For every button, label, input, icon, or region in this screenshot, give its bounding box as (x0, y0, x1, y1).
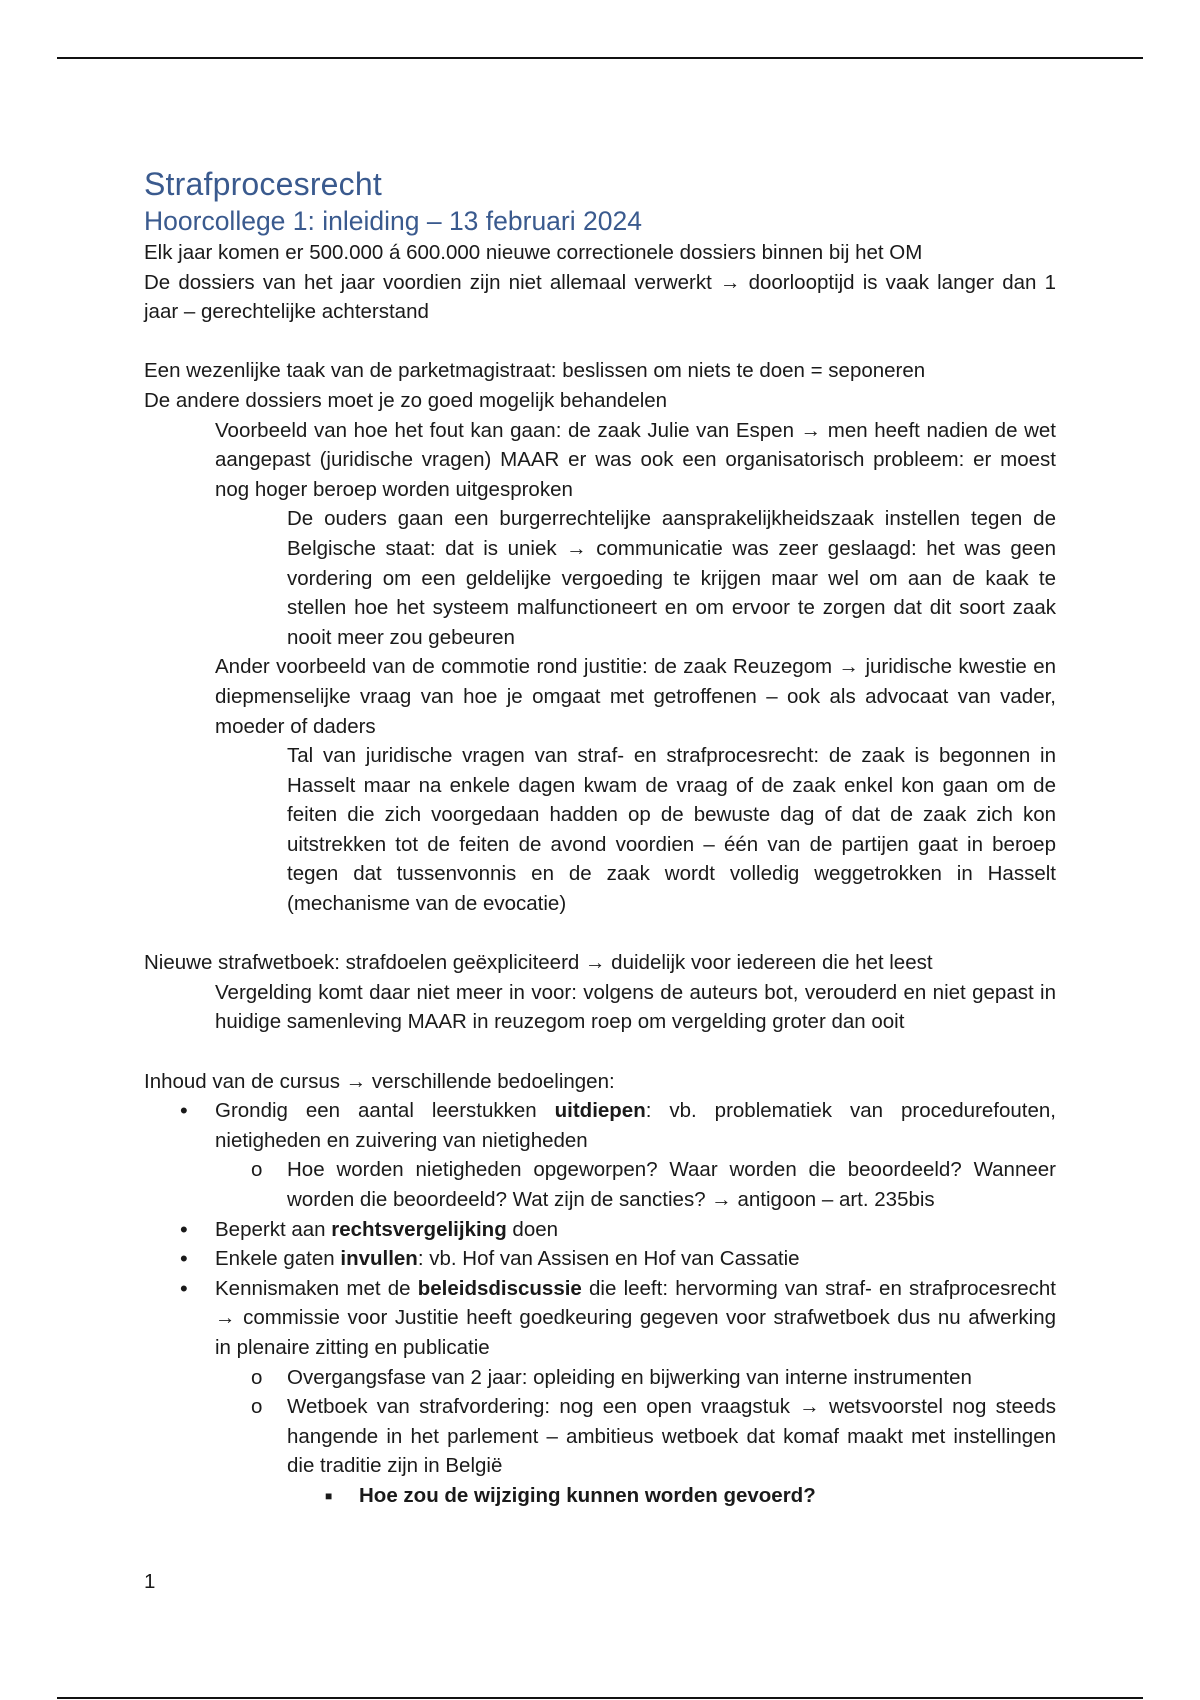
footer-rule (57, 1697, 1143, 1699)
indented-paragraph: Tal van juridische vragen van straf- en strafprocesrecht: de zaak is begonnen in Hasselt maar na enkele dagen kwam de vraag of de zaak enkel kon gaan om de feiten die zich voorgedaan hadden op de bewuste dag of dat de zaak zich kon uitstrekken tot de feiten de avond voordien – één van de partijen gaat in beroep tegen dat tussenvonnis en de zaak wordt volledig weggetrokken in Hasselt (mechanisme van de evocatie) (287, 744, 1056, 916)
square-marker: ■ (325, 1488, 333, 1503)
indented-paragraph: De ouders gaan een burgerrechtelijke aansprakelijkheidszaak instellen tegen de Belgische staat: dat is uniek → communicatie was zeer geslaagd: het was geen vordering om een geldelijke vergoeding te krijgen maar wel om aan de kaak te stellen hoe het systeem malfunctioneert en om ervoor te zorgen dat dit soort zaak nooit meer zou gebeuren (287, 507, 1056, 649)
indented-paragraph: Voorbeeld van hoe het fout kan gaan: de zaak Julie van Espen → men heeft nadien de wet aangepast (juridische vragen) MAAR er was ook een organisatorisch probleem: er moest nog hoger beroep worden uitgesproken (215, 418, 1056, 501)
bullet-marker: • (180, 1275, 188, 1301)
header-rule (57, 57, 1143, 59)
spacer (144, 1037, 1056, 1067)
paragraph: Nieuwe strafwetboek: strafdoelen geëxpliciteerd → duidelijk voor iedereen die het leest (144, 951, 933, 975)
page-number: 1 (144, 1570, 156, 1593)
paragraph: De dossiers van het jaar voordien zijn niet allemaal verwerkt → doorlooptijd is vaak langer dan 1 jaar – gerechtelijke achterstand (144, 270, 1056, 324)
list-item: • Beperkt aan rechtsvergelijking doen (215, 1215, 1056, 1245)
lecture-heading: Hoorcollege 1: inleiding – 13 februari 2024 (144, 206, 642, 236)
list-item: • Enkele gaten invullen: vb. Hof van Assisen en Hof van Cassatie (215, 1244, 1056, 1274)
list-item: • Grondig een aantal leerstukken uitdiepen: vb. problematiek van procedurefouten, nietigheden en zuivering van nietigheden (180, 1098, 1056, 1152)
document-title: Strafprocesrecht (144, 166, 382, 202)
bullet-marker: • (180, 1246, 188, 1272)
circle-marker: o (251, 1158, 263, 1182)
spacer (144, 919, 1056, 949)
paragraph: Elk jaar komen er 500.000 á 600.000 nieuwe correctionele dossiers binnen bij het OM (144, 241, 923, 264)
bullet-marker: • (180, 1098, 188, 1124)
circle-marker: o (251, 1365, 263, 1389)
document-body (144, 164, 1056, 1511)
sub-list-item: o Hoe worden nietigheden opgeworpen? Waar worden die beoordeeld? Wanneer worden die beoordeeld? Wat zijn de sancties? → antigoon – art. 235bis (287, 1155, 1056, 1214)
sub-list-item: o Overgangsfase van 2 jaar: opleiding en bijwerking van interne instrumenten (287, 1363, 1056, 1393)
paragraph: De andere dossiers moet je zo goed mogelijk behandelen (144, 388, 668, 412)
course-goals-list (144, 1096, 1056, 1510)
spacer (144, 327, 1056, 357)
bullet-marker: • (180, 1216, 188, 1242)
sub-sub-list-item: ■ Hoe zou de wijziging kunnen worden gevoerd? (359, 1481, 1056, 1511)
paragraph: Een wezenlijke taak van de parketmagistraat: beslissen om niets te doen = seponeren (144, 359, 926, 383)
circle-marker: o (251, 1395, 263, 1419)
paragraph: Inhoud van de cursus → verschillende bedoelingen: (144, 1069, 615, 1093)
sub-list-item: o Wetboek van strafvordering: nog een open vraagstuk → wetsvoorstel nog steeds hangende in het parlement – ambitieus wetboek dat komaf maakt met instellingen die traditie zijn in België (287, 1392, 1056, 1481)
indented-paragraph: Vergelding komt daar niet meer in voor: volgens de auteurs bot, verouderd en niet gepast in huidige samenleving MAAR in reuzegom roep om vergelding groter dan ooit (215, 980, 1056, 1034)
list-item: • Kennismaken met de beleidsdiscussie die leeft: hervorming van straf- en strafprocesrecht → commissie voor Justitie heeft goedkeuring gegeven voor strafwetboek dus nu afwerking in plenaire zitting en publicatie (180, 1275, 1056, 1359)
indented-paragraph: Ander voorbeeld van de commotie rond justitie: de zaak Reuzegom → juridische kwestie en diepmenselijke vraag van hoe je omgaat met getroffenen – ook als advocaat van vader, moeder of daders (215, 655, 1056, 738)
